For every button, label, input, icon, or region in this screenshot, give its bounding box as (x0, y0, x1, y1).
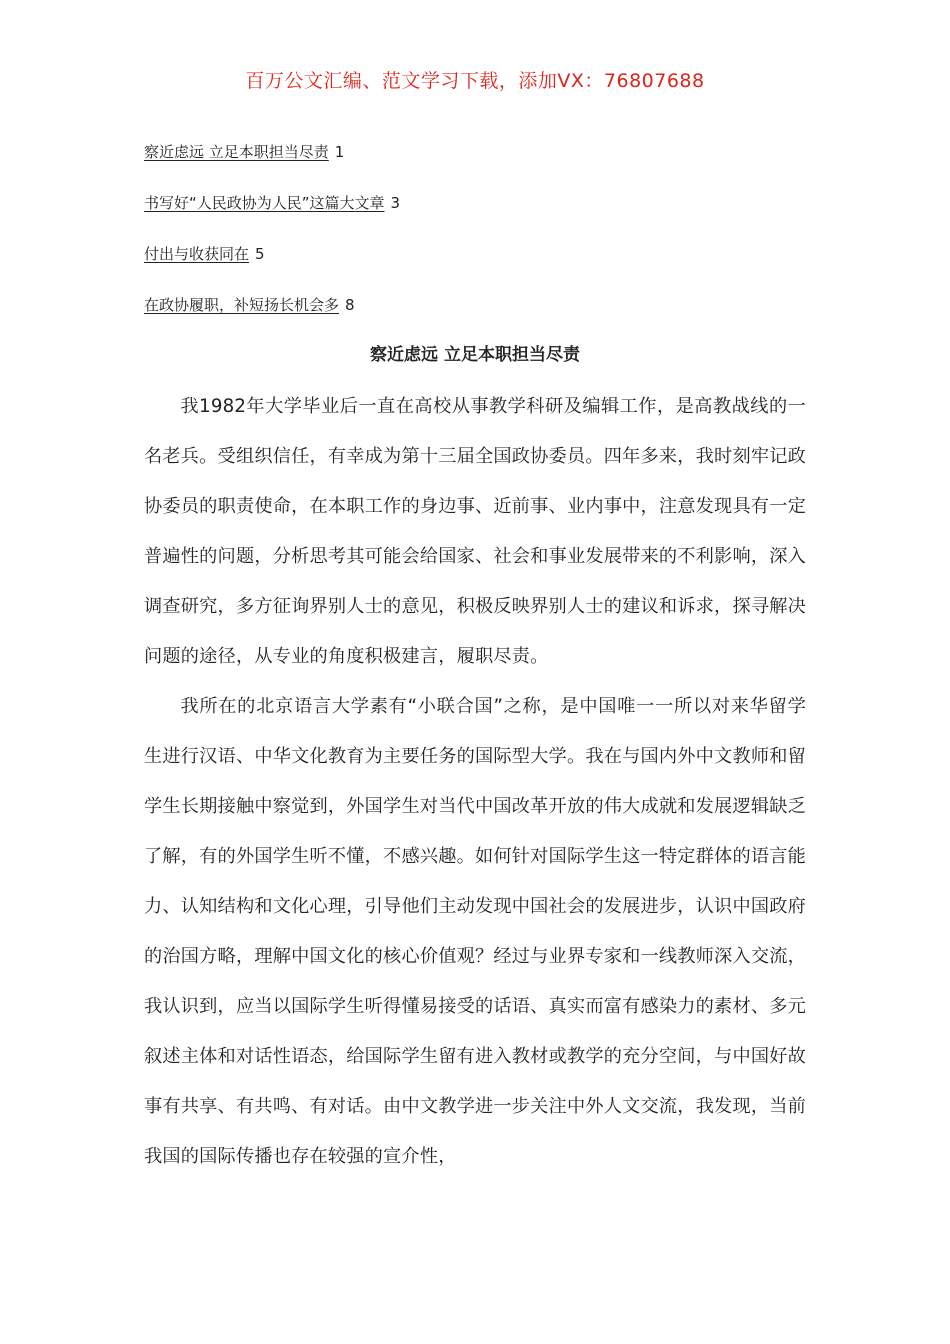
article-title: 察近虑远 立足本职担当尽责 (370, 345, 580, 365)
paragraph: 我1982年大学毕业后一直在高校从事教学科研及编辑工作，是高教战线的一名老兵。受组织信任，有幸成为第十三届全国政协委员。四年多来，我时刻牢记政协委员的职责使命，在本职工作的身边事、近前事、业内事中，注意发现具有一定普遍性的问题，分析思考其可能会给国家、社会和事业发展带来的不利影响，深入调查研究，多方征询界别人士的意见，积极反映界别人士的建议和诉求，探寻解决问题的途径，从专业的角度积极建言，履职尽责。 (144, 396, 806, 667)
paragraph: 我所在的北京语言大学素有“小联合国”之称，是中国唯一一所以对来华留学生进行汉语、中华文化教育为主要任务的国际型大学。我在与国内外中文教师和留学生长期接触中察觉到，外国学生对当代中国改革开放的伟大成就和发展逻辑缺乏了解，有的外国学生听不懂，不感兴趣。如何针对国际学生这一特定群体的语言能力、认知结构和文化心理，引导他们主动发现中国社会的发展进步，认识中国政府的治国方略，理解中国文化的核心价值观？经过与业界专家和一线教师深入交流，我认识到，应当以国际学生听得懂易接受的话语、真实而富有感染力的素材、多元叙述主体和对话性语态，给国际学生留有进入教材或教学的充分空间，与中国好故事有共享、有共鸣、有对话。由中文教学进一步关注中外人文交流，我发现，当前我国的国际传播也存在较强的宣介性， (144, 696, 806, 1167)
toc-page-number: 5 (255, 245, 265, 263)
toc-page-number: 3 (390, 194, 401, 212)
toc-link-2[interactable]: 书写好“人民政协为人民”这篇大文章 (144, 194, 385, 212)
watermark-banner: 百万公文汇编、范文学习下载，添加VX：76807688 (245, 70, 705, 92)
toc-item (144, 140, 804, 191)
table-of-contents (144, 140, 804, 344)
toc-link-4[interactable]: 在政协履职，补短扬长机会多 (144, 296, 340, 314)
toc-item (144, 293, 804, 344)
toc-page-number: 8 (345, 296, 355, 314)
toc-page-number: 1 (334, 143, 345, 161)
toc-item (144, 242, 804, 293)
toc-link-3[interactable]: 付出与收获同在 (144, 245, 250, 263)
article-body (144, 382, 806, 1182)
toc-item (144, 191, 804, 242)
toc-link-1[interactable]: 察近虑远 立足本职担当尽责 (144, 143, 329, 161)
